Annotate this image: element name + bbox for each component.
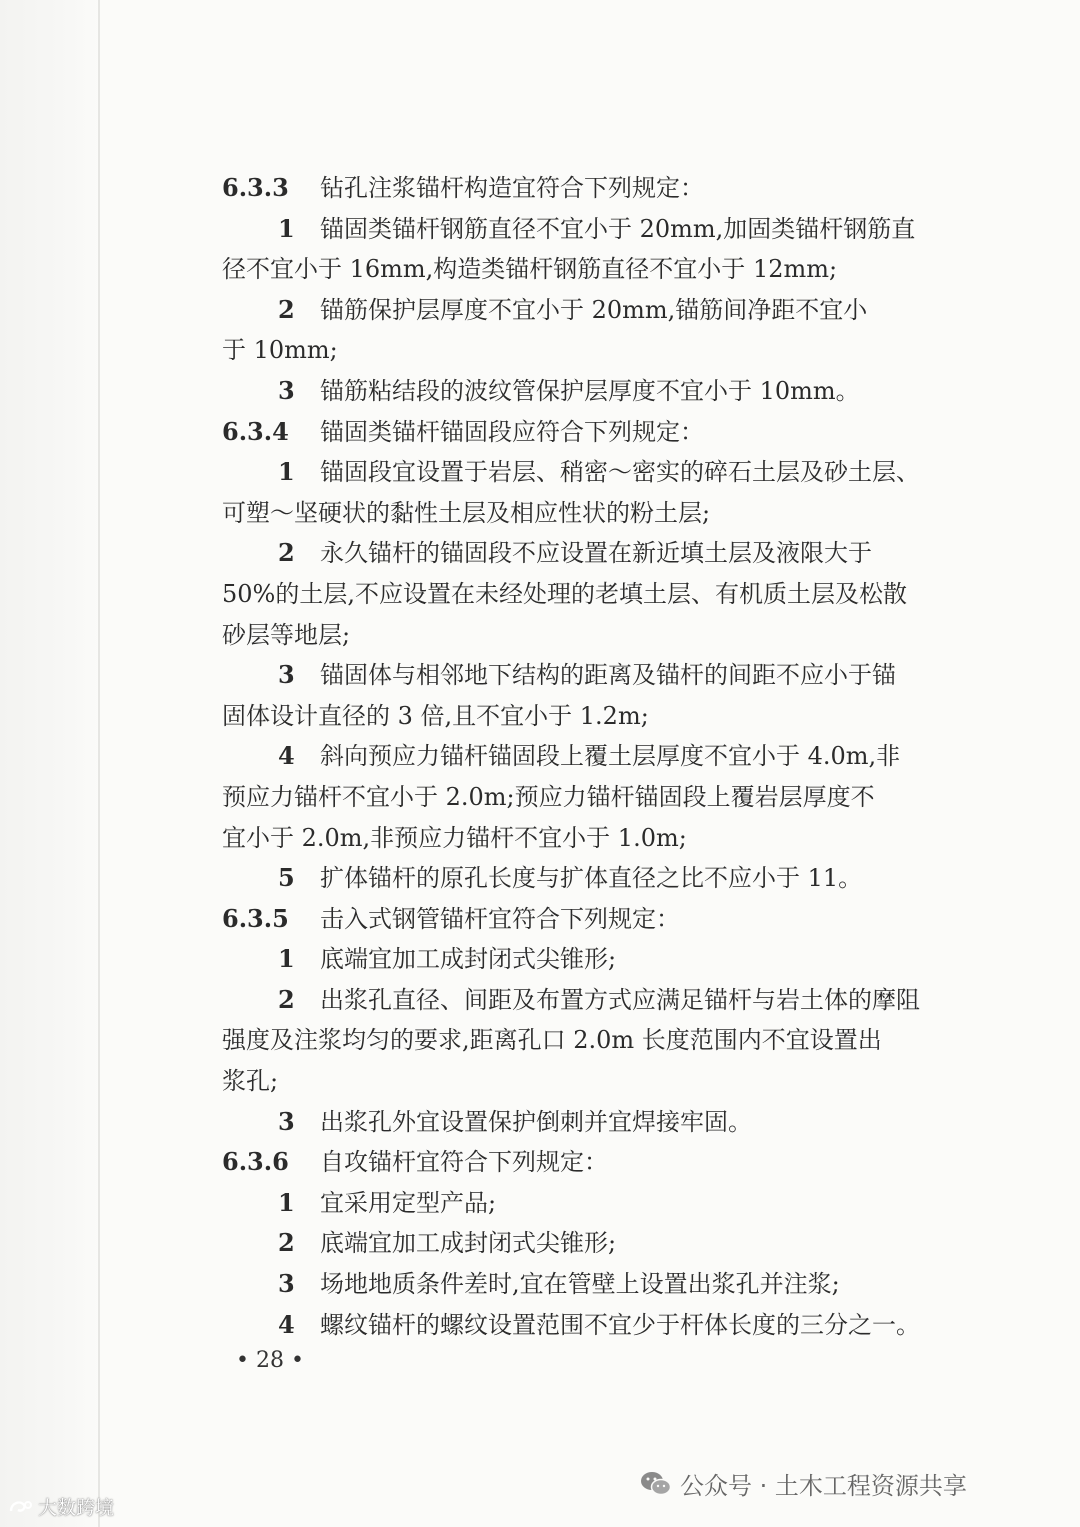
section-number: 6.3.4: [222, 416, 289, 446]
clause-continuation: [222, 574, 982, 615]
clause-continuation: [222, 1020, 982, 1061]
clause-number: 1: [278, 944, 295, 974]
clause-number: 2: [278, 1228, 295, 1258]
page-binding-edge: [0, 0, 100, 1527]
section-title: 锚固类锚杆锚固段应符合下列规定：: [320, 417, 704, 446]
clause-text: 螺纹锚杆的螺纹设置范围不宜少于杆体长度的三分之一。: [320, 1310, 920, 1339]
clause-text: 锚筋粘结段的波纹管保护层厚度不宜小于 10mm。: [320, 376, 860, 405]
clause-text: 扩体锚杆的原孔长度与扩体直径之比不应小于 11。: [320, 864, 863, 893]
clause-continuation: [222, 493, 982, 534]
clause-item: [222, 655, 982, 696]
clause-item: [222, 209, 982, 250]
clause-continuation: [222, 615, 982, 656]
clause-text: 浆孔;: [222, 1067, 279, 1096]
section-number: 6.3.3: [222, 173, 289, 202]
clause-item: [222, 533, 982, 574]
clause-number: 3: [278, 1106, 295, 1136]
clause-number: 2: [278, 538, 295, 568]
watermark-left: [8, 1493, 114, 1520]
clause-text: 锚固段宜设置于岩层、稍密～密实的碎石土层及砂土层、: [320, 458, 920, 487]
clause-text: 宜小于 2.0m,非预应力锚杆不宜小于 1.0m;: [222, 823, 687, 852]
page-binding-line: [98, 0, 100, 1527]
section-number: 6.3.5: [222, 903, 289, 933]
clause-text: 砂层等地层;: [222, 620, 351, 649]
clause-text: 50%的土层,不应设置在未经处理的老填土层、有机质土层及松散: [222, 579, 907, 608]
clause-item: [222, 980, 982, 1021]
section-title: 击入式钢管锚杆宜符合下列规定：: [320, 904, 680, 933]
watermark-left-text: 大数跨境: [38, 1497, 115, 1519]
section-heading: [222, 412, 982, 453]
clause-text: 固体设计直径的 3 倍,且不宜小于 1.2m;: [222, 701, 649, 730]
clause-number: 3: [278, 375, 295, 405]
clause-text: 底端宜加工成封闭式尖锥形;: [320, 1229, 617, 1258]
clause-item: [222, 1264, 982, 1305]
clause-item: [222, 939, 982, 980]
clause-text: 出浆孔外宜设置保护倒刺并宜焊接牢固。: [320, 1107, 752, 1136]
section-number: 6.3.6: [222, 1147, 289, 1177]
clause-text: 锚固体与相邻地下结构的距离及锚杆的间距不应小于锚: [320, 661, 896, 690]
clause-continuation: [222, 330, 982, 371]
clause-text: 永久锚杆的锚固段不应设置在新近填土层及液限大于: [320, 539, 872, 568]
clause-text: 场地地质条件差时,宜在管壁上设置出浆孔并注浆;: [320, 1270, 840, 1299]
clause-number: 3: [278, 660, 295, 690]
section-heading: [222, 1142, 982, 1183]
clause-item: [222, 1305, 982, 1346]
clause-text: 宜采用定型产品;: [320, 1188, 497, 1217]
section-heading: [222, 899, 982, 940]
clause-text: 锚筋保护层厚度不宜小于 20mm,锚筋间净距不宜小: [320, 295, 868, 324]
clause-text: 于 10mm;: [222, 336, 338, 365]
watermark-right: [640, 1466, 967, 1501]
clause-item: [222, 1223, 982, 1264]
clause-continuation: [222, 696, 982, 737]
section-title: 自攻锚杆宜符合下列规定：: [320, 1148, 608, 1177]
clause-number: 2: [278, 984, 295, 1014]
clause-item: [222, 290, 982, 331]
clause-number: 5: [278, 863, 295, 893]
clause-number: 1: [278, 213, 295, 243]
page-number: • 28 •: [236, 1348, 304, 1373]
clause-number: 2: [278, 294, 295, 324]
clause-continuation: [222, 818, 982, 859]
clause-number: 4: [278, 741, 295, 771]
section-title: 钻孔注浆锚杆构造宜符合下列规定：: [320, 174, 704, 202]
clause-item: [222, 736, 982, 777]
clause-item: [222, 452, 982, 493]
clause-item: [222, 1183, 982, 1224]
clause-continuation: [222, 777, 982, 818]
watermark-right-text: 公众号 · 土木工程资源共享: [680, 1472, 967, 1500]
section-heading: [222, 168, 982, 209]
clause-text: 出浆孔直径、间距及布置方式应满足锚杆与岩土体的摩阻: [320, 985, 920, 1014]
clause-number: 3: [278, 1269, 295, 1299]
brand-logo-icon: [8, 1497, 34, 1517]
clause-text: 可塑～坚硬状的黏性土层及相应性状的粉土层;: [222, 498, 711, 527]
clause-text: 强度及注浆均匀的要求,距离孔口 2.0m 长度范围内不宜设置出: [222, 1026, 882, 1055]
clause-item: [222, 1102, 982, 1143]
clause-number: 1: [278, 457, 295, 487]
clause-item: [222, 858, 982, 899]
clause-continuation: [222, 249, 982, 290]
clause-text: 锚固类锚杆钢筋直径不宜小于 20mm,加固类锚杆钢筋直: [320, 214, 916, 243]
wechat-icon: [640, 1470, 672, 1498]
clause-number: 1: [278, 1187, 295, 1217]
document-body: [222, 168, 982, 1345]
clause-continuation: [222, 1061, 982, 1102]
clause-text: 斜向预应力锚杆锚固段上覆土层厚度不宜小于 4.0m,非: [320, 742, 901, 771]
clause-number: 4: [278, 1309, 295, 1339]
clause-text: 底端宜加工成封闭式尖锥形;: [320, 945, 617, 974]
clause-text: 径不宜小于 16mm,构造类锚杆钢筋直径不宜小于 12mm;: [222, 255, 838, 284]
clause-text: 预应力锚杆不宜小于 2.0m;预应力锚杆锚固段上覆岩层厚度不: [222, 782, 875, 811]
clause-item: [222, 371, 982, 412]
